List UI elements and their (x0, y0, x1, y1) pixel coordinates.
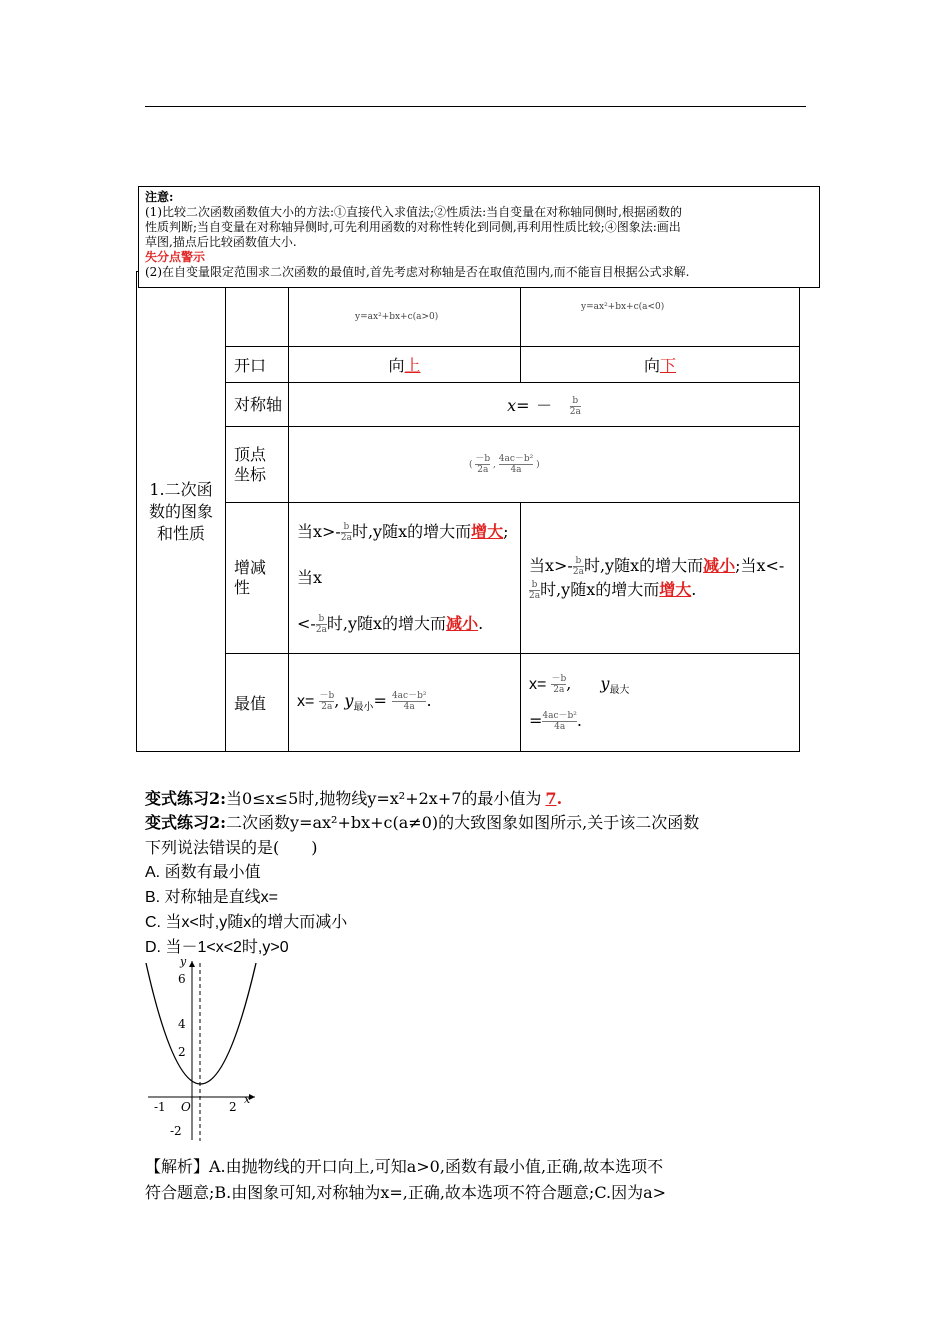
mono-right-increase: 增大 (659, 580, 692, 599)
extreme-label: 最值 (226, 654, 289, 752)
exercise-2-text-b: 下列说法错误的是( ) (145, 838, 318, 857)
exercise-1-label: 变式练习2: (145, 789, 227, 808)
x-tick-neg1: -1 (154, 1100, 166, 1114)
vertex-label-cell (226, 427, 289, 503)
axis-formula: x= － (507, 395, 551, 415)
origin-label: O (181, 1100, 191, 1114)
parabola-graph (140, 955, 265, 1145)
option-b: B. 对称轴是直线x= (145, 889, 278, 906)
y-tick-2: 2 (178, 1045, 186, 1059)
x-tick-2: 2 (229, 1100, 237, 1114)
y-tick-6: 6 (178, 972, 186, 986)
opening-up-value: 上 (404, 356, 421, 375)
y-label: y (180, 955, 187, 968)
exercise-1-answer: 7 (545, 789, 557, 808)
x-label: x (244, 1093, 251, 1106)
opening-up-cell: 向上 (289, 347, 521, 383)
y-tick-neg2: -2 (170, 1124, 182, 1138)
exercise-2 (145, 810, 815, 960)
option-c: C. 当x<时,y随x的增大而减小 (145, 914, 348, 931)
exercise-1: 变式练习2:当0≤x≤5时,抛物线y=x²+2x+7的最小值为 7. (145, 789, 563, 808)
opening-down-value: 下 (660, 356, 677, 375)
mono-left-increase: 增大 (471, 522, 504, 541)
mono-label-cell (226, 503, 289, 654)
exercise-1-text: 当0≤x≤5时,抛物线y=x²+2x+7的最小值为 (226, 789, 542, 808)
mono-label: 增减性 (234, 558, 267, 597)
option-d: D. 当－1<x<2时,y>0 (145, 939, 289, 956)
graph-caption-up: y=ax²+bx+c(a>0) (355, 312, 439, 322)
note-line-4: (2)在自变量限定范围求二次函数的最值时,首先考虑对称轴是否在取值范围内,而不能盲目根据公式求解. (145, 265, 690, 279)
axis-formula-cell (289, 383, 800, 427)
graph-caption-down: y=ax²+bx+c(a<0) (581, 302, 665, 312)
y-axis-arrow (189, 961, 195, 967)
note-box (138, 186, 820, 288)
extreme-right-cell: x= $\frac{-b}{2a}$ , $y_{最大}$ = $\frac{\text{4ac－b²}}{4a}$ . (521, 654, 800, 752)
option-a: A. 函数有最小值 (145, 864, 261, 881)
note-line-1: (1)比较二次函数函数值大小的方法:①直接代入求值法;②性质法:当自变量在对称轴同侧时,根据函数的 (145, 205, 682, 219)
extreme-left-cell: x= $\frac{-b}{2a}$ , $y_{最小}=$ $\frac{\text{4ac－b²}}{4a}$ . (289, 654, 521, 752)
vertex-cell (289, 427, 800, 503)
quadratic-properties-table (136, 271, 800, 752)
axis-label-cell (226, 383, 289, 427)
vertex-label: 顶点坐标 (234, 444, 267, 484)
note-line-3: 草图,描点后比较函数值大小. (145, 235, 297, 249)
exercise-2-text-a: 二次函数y=ax²+bx+c(a≠0)的大致图象如图所示,关于该二次函数 (226, 813, 700, 832)
opening-down-cell: 向下 (521, 347, 800, 383)
warning-title: 失分点警示 (145, 250, 206, 264)
analysis-line-1: 【解析】A.由抛物线的开口向上,可知a>0,函数有最小值,正确,故本选项不 (145, 1157, 664, 1176)
axis-label: 对称轴 (234, 394, 283, 414)
axis-fraction: $\frac{b}{2a}$ (569, 395, 581, 417)
opening-label: 开口 (226, 347, 289, 383)
mono-left-cell: 当x>- $\frac{b}{2a}$ 时,y随x的增大而增大;当x <- $\frac{b}{2a}$ 时,y随x的增大而减小. (289, 503, 521, 654)
exercise-2-label: 变式练习2: (145, 813, 227, 832)
note-line-2: 性质判断;当自变量在对称轴异侧时,可先利用函数的对称性转化到同侧,再利用性质比较;④图象法:画出 (145, 220, 681, 234)
note-title: 注意: (145, 190, 174, 204)
mono-right-decrease: 减小 (703, 556, 736, 575)
vertex-coordinate: ( $\frac{-b}{2a}$ , $\frac{\text{4ac－b²}}{4a}$ ) (469, 454, 540, 475)
row-header: 1.二次函数的图象和性质 (148, 479, 213, 543)
mono-right-cell: 当x>- $\frac{b}{2a}$ 时,y随x的增大而减小;当x<- $\frac{b}{2a}$ 时,y随x的增大而增大. (521, 503, 800, 654)
analysis-line-2: 符合题意;B.由图象可知,对称轴为x=,正确,故本选项不符合题意;C.因为a> (145, 1183, 667, 1202)
mono-left-decrease: 减小 (446, 614, 479, 633)
analysis (145, 1154, 815, 1206)
row-header-cell (137, 272, 226, 752)
parabola-curve (146, 963, 256, 1084)
header-rule (145, 106, 806, 107)
y-tick-4: 4 (178, 1017, 186, 1031)
